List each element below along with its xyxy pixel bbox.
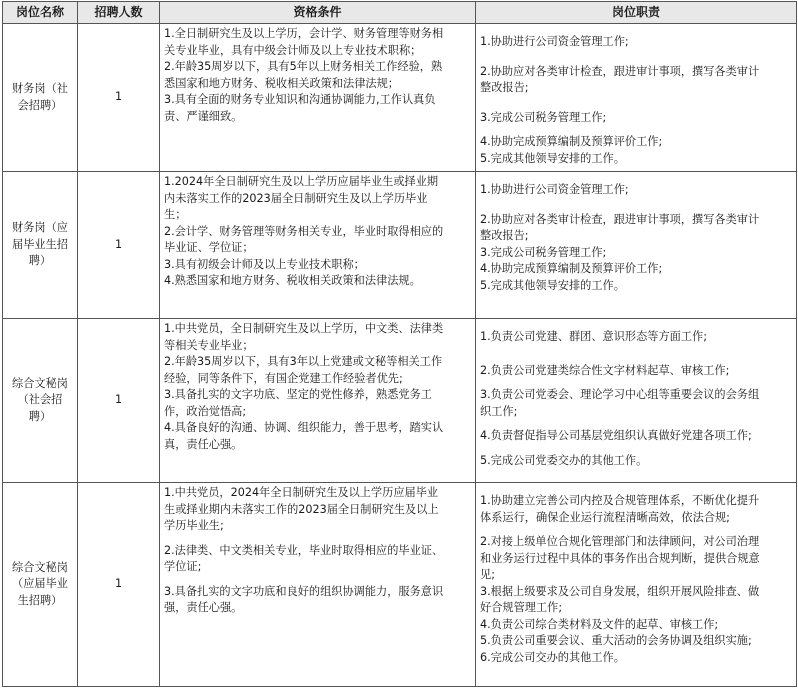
qualification-line: 等相关专业毕业；: [164, 338, 254, 352]
duty-line: 4.负责督促指导公司基层党组织认真做好党建各项工作;: [480, 429, 752, 442]
qualification-line: 内未落实工作的2023届全日制研究生及以上学历毕业: [164, 191, 428, 205]
table-row: [3, 483, 797, 687]
duties-cell: [476, 483, 797, 687]
duty-line: 6.完成公司交办的其他工作。: [480, 650, 625, 664]
qualifications-cell: [160, 483, 476, 687]
position-name-line: 聘）: [28, 254, 52, 268]
duty-line: 2.对接上级单位合规化管理部门和法律顾问，对公司治理: [480, 535, 760, 548]
duties-cell: [476, 24, 797, 172]
qualification-line: 2.法律类、中文类相关专业，毕业时取得相应的毕业证、: [164, 543, 444, 557]
duty-line: 5.完成其他领导安排的工作。: [480, 278, 625, 292]
position-name-line: 届毕业生招: [12, 237, 68, 251]
qualification-line: 学位证;: [164, 560, 202, 573]
qualification-line: 1.中共党员，全日制研究生及以上学历，中文类、法律类: [164, 322, 444, 335]
qualification-line: 1.中共党员，2024年全日制研究生及以上学历应届毕业: [164, 486, 439, 499]
qualification-line: 强，责任心强。: [164, 601, 243, 614]
duty-line: 4.负责公司综合类材料及文件的起草、审核工作;: [480, 617, 719, 631]
duty-line: 4.协助完成预算编制及预算评价工作;: [480, 135, 663, 148]
duty-line: 整改报告;: [480, 81, 529, 94]
duty-line: 3.完成公司税务管理工作;: [480, 245, 607, 259]
qualification-line: 作，政治觉悟高;: [164, 404, 247, 418]
qualification-line: 毕业证、学位证；: [164, 241, 254, 254]
header-qualifications: 资格条件: [160, 2, 476, 24]
qualification-line: 1.全日制研究生及以上学历，会计学、财务管理等财务相: [164, 27, 444, 40]
qualification-line: 3.具有初级会计师及以上专业技术职称；: [164, 257, 365, 271]
duty-line: 1.协助进行公司资金管理工作;: [480, 183, 629, 196]
qualification-line: 经验，同等条件下，有国企党建工作经验者优先;: [164, 371, 403, 385]
duty-line: 好合规管理工作;: [480, 601, 563, 614]
duty-line: 和业务运行过程中具体的事务作出合规判断，提供合规意: [480, 551, 760, 565]
header-position-name: 岗位名称: [3, 2, 78, 24]
duty-line: 2.协助应对各类审计检查，跟进审计事项，撰写各类审计: [480, 64, 760, 78]
position-name-line: 聘）: [28, 409, 52, 423]
hiring-count: 1: [78, 319, 160, 483]
duty-line: 2.负责公司党建类综合性文字材料起草、审核工作;: [480, 363, 730, 377]
position-name-line: 财务岗（应: [12, 221, 68, 235]
position-name-line: 会招聘）: [17, 98, 63, 112]
duty-line: 1.协助进行公司资金管理工作;: [480, 35, 629, 48]
position-name-line: 生招聘）: [17, 593, 63, 607]
qualifications-cell: [160, 172, 476, 319]
qualification-line: 2.年龄35周岁以下，具有5年以上财务相关工作经验，熟: [164, 60, 443, 73]
duty-line: 2.协助应对各类审计检查，跟进审计事项，撰写各类审计: [480, 212, 760, 226]
duties-cell: [476, 319, 797, 483]
qualification-line: 2.会计学、财务管理等财务相关专业，毕业时取得相应的: [164, 224, 444, 238]
qualification-line: 学历毕业生;: [164, 519, 224, 532]
duty-line: 3.负责公司党委会、理论学习中心组等重要会议的会务组: [480, 388, 760, 401]
qualification-line: 3.具有全面的财务专业知识和沟通协调能力,工作认真负: [164, 93, 436, 106]
qualification-line: 1.2024年全日制研究生及以上学历应届毕业生或择业期: [164, 175, 439, 188]
table-row: [3, 24, 797, 172]
hiring-count: 1: [78, 172, 160, 319]
position-name-line: 财务岗（社: [12, 82, 68, 95]
duty-line: 织工作;: [480, 404, 518, 418]
qualification-line: 生或择业期内未落实工作的2023届全日制研究生及以上: [164, 502, 439, 516]
duty-line: 5.负责公司重要会议、重大活动的会务协调及组织实施;: [480, 634, 752, 647]
position-name-line: 综合文秘岗: [12, 376, 68, 390]
header-hiring-count: 招聘人数: [78, 2, 160, 24]
position-name: [3, 24, 78, 172]
position-name: [3, 483, 78, 687]
duty-line: 1.协助建立完善公司内控及合规管理体系，不断优化提升: [480, 494, 760, 507]
position-name: [3, 319, 78, 483]
qualification-line: 真，责任心强。: [164, 437, 243, 451]
table-row: [3, 319, 797, 483]
duty-line: 1.负责公司党建、群团、意识形态等方面工作;: [480, 330, 708, 343]
position-name-line: （应届毕业: [12, 577, 68, 591]
qualifications-cell: [160, 319, 476, 483]
position-name-line: （社会招: [17, 393, 63, 407]
qualification-line: 3.具备扎实的文字功底、坚定的党性修养，熟悉党务工: [164, 388, 432, 401]
qualification-line: 3.具备扎实的文字功底和良好的组织协调能力，服务意识: [164, 584, 444, 598]
duties-cell: [476, 172, 797, 319]
position-name: [3, 172, 78, 319]
qualification-line: 2.年龄35周岁以下，具有3年以上党建或文秘等相关工作: [164, 355, 443, 368]
qualifications-cell: [160, 24, 476, 172]
duty-line: 整改报告;: [480, 229, 529, 242]
duty-line: 见;: [480, 568, 495, 581]
duty-line: 体系运行，确保企业运行流程清晰高效，依法合规;: [480, 510, 730, 524]
qualification-line: 悉国家和地方财务、税收相关政策和法律法规；: [164, 76, 399, 90]
position-name-line: 综合文秘岗: [12, 560, 68, 574]
qualification-line: 生；: [164, 208, 187, 221]
qualification-line: 4.熟悉国家和地方财务、税收相关政策和法律法规。: [164, 274, 421, 287]
header-row: [3, 2, 797, 24]
duty-line: 4.协助完成预算编制及预算评价工作;: [480, 262, 663, 275]
duty-line: 3.根据上级要求及公司自身发展，组织开展风险排查、做: [480, 584, 760, 598]
hiring-count: 1: [78, 24, 160, 172]
qualification-line: 关专业毕业，具有中级会计师及以上专业技术职称；: [164, 43, 422, 57]
duty-line: 5.完成公司党委交办的其他工作。: [480, 453, 648, 467]
header-duties: 岗位职责: [476, 2, 797, 24]
hiring-count: 1: [78, 483, 160, 687]
duty-line: 5.完成其他领导安排的工作。: [480, 151, 625, 165]
duty-line: 3.完成公司税务管理工作;: [480, 110, 607, 124]
qualification-line: 责、严谨细致。: [164, 109, 243, 123]
recruitment-table: [2, 1, 797, 687]
qualification-line: 4.具备良好的沟通、协调、组织能力，善于思考，踏实认: [164, 421, 444, 434]
table-row: [3, 172, 797, 319]
